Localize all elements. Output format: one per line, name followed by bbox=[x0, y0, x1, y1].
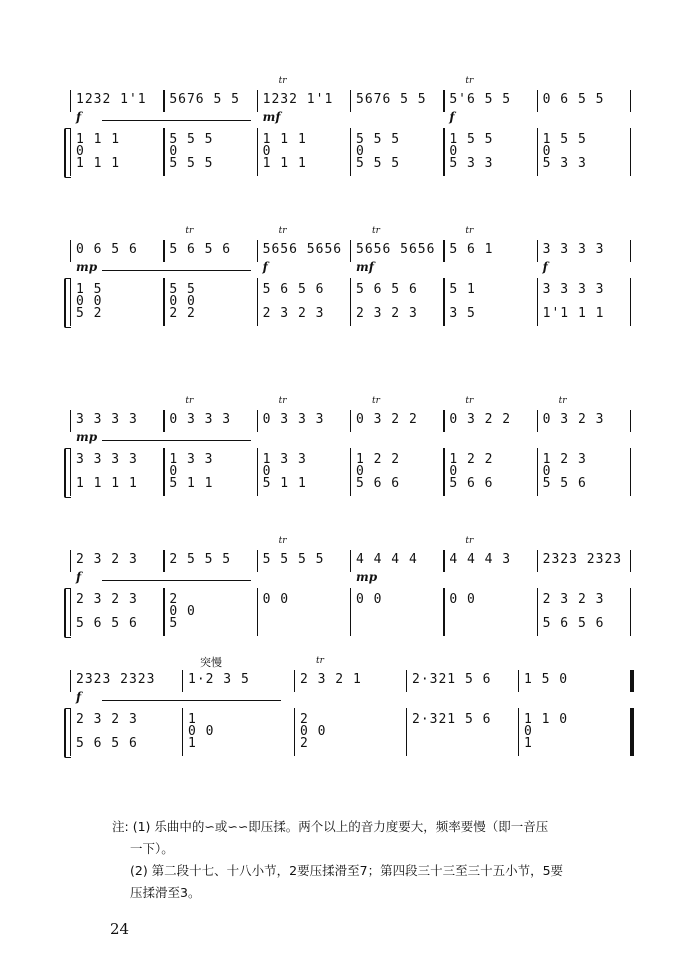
measure-lower-mid: 0 bbox=[356, 144, 365, 159]
measure-lower-top: 1 1 1 bbox=[76, 132, 121, 147]
trill-icon: tr bbox=[278, 536, 287, 546]
measure-upper: 0 3 2 2 bbox=[449, 412, 512, 427]
barline bbox=[182, 670, 183, 692]
barline bbox=[630, 588, 631, 636]
measure-lower-mid: 0 bbox=[542, 464, 552, 479]
barline bbox=[518, 670, 519, 692]
barline bbox=[443, 240, 444, 262]
barline bbox=[350, 410, 351, 432]
barline bbox=[350, 278, 351, 326]
measure-lower-top: 2 bbox=[169, 592, 179, 607]
barline bbox=[163, 128, 164, 176]
footnote-label: 注: bbox=[112, 819, 129, 834]
barline bbox=[70, 128, 71, 176]
barline bbox=[70, 90, 71, 112]
measure-upper: 5 6 5 6 bbox=[169, 242, 232, 257]
measure-upper: 0 3 3 3 bbox=[169, 412, 232, 427]
barline bbox=[537, 90, 538, 112]
measure-lower-bot: 5 3 3 bbox=[542, 156, 587, 171]
measure-upper: 5676 5 5 bbox=[169, 92, 240, 107]
dynamic-marking: mp bbox=[356, 570, 378, 584]
measure-upper: 5 6 1 bbox=[449, 242, 494, 257]
measure-upper: 2323 2323 bbox=[542, 552, 623, 567]
measure-lower-top: 1 bbox=[188, 712, 197, 727]
barline bbox=[163, 448, 164, 496]
measure-lower-top: 3 3 3 3 bbox=[76, 452, 138, 467]
score-system-3 bbox=[62, 396, 642, 500]
barline bbox=[537, 240, 538, 262]
measure-lower-mid: 0 bbox=[169, 144, 179, 159]
measure-lower-top: 3 3 3 3 bbox=[542, 282, 605, 297]
measure-lower-top: 5 5 5 bbox=[169, 132, 214, 147]
barline bbox=[443, 90, 444, 112]
measure-upper: 5656 5656 bbox=[262, 242, 343, 257]
barline bbox=[163, 410, 164, 432]
barline bbox=[163, 240, 164, 262]
barline bbox=[443, 410, 444, 432]
crescendo-hairpin bbox=[102, 700, 281, 701]
barline bbox=[350, 588, 351, 636]
barline bbox=[537, 550, 538, 572]
measure-lower-bot: 2 2 bbox=[169, 306, 196, 321]
barline bbox=[70, 240, 71, 262]
measure-upper: 3 3 3 3 bbox=[542, 242, 605, 257]
barline bbox=[257, 588, 258, 636]
measure-lower-top: 2 3 2 3 bbox=[76, 712, 138, 727]
measure-lower-mid: 0 bbox=[169, 464, 179, 479]
measure-lower-bot: 2 3 2 3 bbox=[356, 306, 418, 321]
barline bbox=[294, 708, 295, 756]
dynamic-marking: f bbox=[449, 110, 455, 124]
measure-lower-bot: 1 bbox=[188, 736, 197, 751]
dynamic-marking: f bbox=[542, 260, 548, 274]
barline bbox=[70, 278, 71, 326]
measure-lower-bot: 1 1 1 1 bbox=[76, 476, 138, 491]
trill-icon: tr bbox=[316, 656, 324, 666]
measure-lower-bot: 2 bbox=[300, 736, 309, 751]
footnote-line-1 bbox=[112, 816, 652, 838]
barline bbox=[163, 278, 164, 326]
dynamic-marking: f bbox=[76, 690, 82, 704]
measure-lower-bot: 5 6 6 bbox=[356, 476, 401, 491]
barline bbox=[443, 278, 444, 326]
measure-upper: 4 4 4 3 bbox=[449, 552, 512, 567]
barline bbox=[443, 550, 444, 572]
barline bbox=[257, 128, 258, 176]
barline bbox=[406, 708, 407, 756]
trill-icon: tr bbox=[465, 536, 474, 546]
measure-lower-bot: 5 5 5 bbox=[356, 156, 401, 171]
measure-lower-bot: 1 1 1 bbox=[76, 156, 121, 171]
measure-lower-top: 1 3 3 bbox=[169, 452, 214, 467]
measure-lower-mid: 0 0 bbox=[188, 724, 215, 739]
measure-lower-mid: 0 bbox=[524, 724, 533, 739]
barline bbox=[163, 90, 164, 112]
measure-lower-top: 1 1 1 bbox=[262, 132, 307, 147]
trill-icon: tr bbox=[372, 396, 380, 406]
measure-lower-bot: 5 bbox=[169, 616, 179, 631]
measure-lower-bot: 5 5 6 bbox=[542, 476, 587, 491]
barline bbox=[70, 410, 71, 432]
measure-lower-bot: 5 6 5 6 bbox=[542, 616, 605, 631]
barline bbox=[443, 128, 444, 176]
barline bbox=[350, 90, 351, 112]
measure-lower-top: 2 3 2 3 bbox=[542, 592, 605, 607]
trill-icon: tr bbox=[372, 226, 380, 236]
measure-lower-top: 5 1 bbox=[449, 282, 476, 297]
barline bbox=[70, 670, 71, 692]
trill-icon: tr bbox=[185, 226, 194, 236]
measure-lower-bot: 5 6 6 bbox=[449, 476, 494, 491]
barline bbox=[294, 670, 295, 692]
score-system-4 bbox=[62, 536, 642, 640]
dynamic-marking: mp bbox=[76, 430, 98, 444]
measure-lower-bot: 5 2 bbox=[76, 306, 103, 321]
measure-upper: 5'6 5 5 bbox=[449, 92, 512, 107]
measure-lower-top: 2 bbox=[300, 712, 309, 727]
measure-upper: 0 3 2 3 bbox=[542, 412, 605, 427]
barline bbox=[350, 448, 351, 496]
dynamic-marking: f bbox=[76, 110, 82, 124]
measure-lower-mid: 0 0 bbox=[169, 294, 196, 309]
measure-lower-top: 1 3 3 bbox=[262, 452, 307, 467]
barline bbox=[537, 448, 538, 496]
measure-upper: 1 5 0 bbox=[524, 672, 569, 687]
barline bbox=[630, 278, 631, 326]
barline bbox=[630, 708, 634, 756]
measure-lower-bot: 5 1 1 bbox=[262, 476, 307, 491]
measure-upper: 1232 1'1 bbox=[262, 92, 334, 107]
barline bbox=[257, 550, 258, 572]
barline bbox=[630, 90, 631, 112]
measure-lower-bot: 5 1 1 bbox=[169, 476, 214, 491]
dynamic-marking: mf bbox=[356, 260, 374, 274]
barline bbox=[257, 448, 258, 496]
barline bbox=[350, 550, 351, 572]
measure-upper: 4 4 4 4 bbox=[356, 552, 418, 567]
footnote-line-3: (2) 第二段十七、十八小节，2要压揉滑至7；第四段三十三至三十五小节，5要 bbox=[130, 863, 564, 878]
barline bbox=[537, 128, 538, 176]
measure-upper: 1·2 3 5 bbox=[188, 672, 250, 687]
barline bbox=[406, 670, 407, 692]
measure-lower-bot: 1 1 1 bbox=[262, 156, 307, 171]
barline bbox=[443, 588, 444, 636]
score-system-1 bbox=[62, 76, 642, 180]
measure-lower-top: 5 6 5 6 bbox=[262, 282, 325, 297]
barline bbox=[630, 240, 631, 262]
crescendo-hairpin bbox=[102, 580, 251, 581]
barline bbox=[70, 550, 71, 572]
footnote-line-4: 压揉滑至3。 bbox=[130, 885, 201, 900]
measure-upper: 2 3 2 1 bbox=[300, 672, 362, 687]
measure-lower-mid: 0 bbox=[449, 144, 459, 159]
measure-lower-mid: 0 bbox=[262, 144, 272, 159]
barline bbox=[630, 550, 631, 572]
measure-lower-top: 1 5 bbox=[76, 282, 103, 297]
dynamic-marking: mp bbox=[76, 260, 98, 274]
footnotes bbox=[112, 816, 652, 904]
measure-upper: 0 6 5 6 bbox=[76, 242, 138, 257]
measure-lower-top: 1 5 5 bbox=[449, 132, 494, 147]
trill-icon: tr bbox=[278, 226, 287, 236]
footnote-text-1: (1) 乐曲中的∽或∽∽即压揉。两个以上的音力度要大，频率要慢（即一音压 bbox=[132, 819, 549, 834]
measure-upper: 0 3 2 2 bbox=[356, 412, 418, 427]
barline bbox=[70, 448, 71, 496]
measure-lower-bot: 1 bbox=[524, 736, 533, 751]
footnote-line-2: 一下）。 bbox=[130, 841, 174, 856]
measure-lower-bot: 1'1 1 1 bbox=[542, 306, 605, 321]
barline bbox=[537, 410, 538, 432]
measure-lower-top: 1 2 2 bbox=[356, 452, 401, 467]
measure-lower-mid: 0 bbox=[449, 464, 459, 479]
measure-lower-mid: 0 0 bbox=[76, 294, 103, 309]
trill-icon: tr bbox=[465, 396, 474, 406]
barline bbox=[537, 278, 538, 326]
barline bbox=[163, 550, 164, 572]
crescendo-hairpin bbox=[102, 270, 251, 271]
barline bbox=[257, 410, 258, 432]
measure-lower-mid: 0 bbox=[262, 464, 272, 479]
measure-upper: 2323 2323 bbox=[76, 672, 156, 687]
measure-lower-top: 5 5 5 bbox=[356, 132, 401, 147]
measure-lower-top: 5 6 5 6 bbox=[356, 282, 418, 297]
score-system-5 bbox=[62, 656, 642, 760]
score-system-2 bbox=[62, 226, 642, 330]
dynamic-marking: f bbox=[262, 260, 268, 274]
barline bbox=[630, 410, 631, 432]
measure-lower-top: 0 0 bbox=[449, 592, 476, 607]
trill-icon: tr bbox=[278, 396, 287, 406]
barline bbox=[257, 240, 258, 262]
measure-upper: 5656 5656 bbox=[356, 242, 436, 257]
measure-lower-top: 1 5 5 bbox=[542, 132, 587, 147]
measure-lower-top: 0 0 bbox=[356, 592, 383, 607]
barline bbox=[443, 448, 444, 496]
trill-icon: tr bbox=[465, 226, 474, 236]
measure-lower-bot: 5 6 5 6 bbox=[76, 736, 138, 751]
barline bbox=[70, 588, 71, 636]
measure-lower-mid: 0 bbox=[76, 144, 85, 159]
page-number: 24 bbox=[110, 920, 130, 938]
measure-upper: 0 3 3 3 bbox=[262, 412, 325, 427]
barline bbox=[257, 90, 258, 112]
measure-lower-top: 1 2 3 bbox=[542, 452, 587, 467]
measure-lower-mid: 0 bbox=[356, 464, 365, 479]
barline bbox=[630, 448, 631, 496]
measure-lower-bot: 2 3 2 3 bbox=[262, 306, 325, 321]
measure-upper: 1232 1'1 bbox=[76, 92, 147, 107]
barline bbox=[537, 588, 538, 636]
measure-upper: 5676 5 5 bbox=[356, 92, 427, 107]
dynamic-marking: mf bbox=[262, 110, 281, 124]
barline bbox=[70, 708, 71, 756]
measure-lower-top: 2 3 2 3 bbox=[76, 592, 138, 607]
trill-icon: tr bbox=[465, 76, 474, 86]
crescendo-hairpin bbox=[102, 120, 251, 121]
barline bbox=[350, 128, 351, 176]
measure-lower-top: 1 1 0 bbox=[524, 712, 569, 727]
measure-lower-top: 2·321 5 6 bbox=[412, 712, 492, 727]
dynamic-marking: f bbox=[76, 570, 82, 584]
barline bbox=[163, 588, 164, 636]
barline bbox=[630, 128, 631, 176]
measure-upper: 3 3 3 3 bbox=[76, 412, 138, 427]
trill-icon: tr bbox=[278, 76, 287, 86]
barline bbox=[257, 278, 258, 326]
barline bbox=[518, 708, 519, 756]
barline bbox=[630, 670, 634, 692]
measure-lower-bot: 3 5 bbox=[449, 306, 476, 321]
measure-lower-top: 1 2 2 bbox=[449, 452, 494, 467]
measure-lower-mid: 0 bbox=[542, 144, 552, 159]
measure-upper: 5 5 5 5 bbox=[262, 552, 325, 567]
measure-lower-bot: 5 3 3 bbox=[449, 156, 494, 171]
measure-upper: 2 3 2 3 bbox=[76, 552, 138, 567]
measure-upper: 2·321 5 6 bbox=[412, 672, 492, 687]
measure-lower-bot: 5 6 5 6 bbox=[76, 616, 138, 631]
measure-lower-bot: 5 5 5 bbox=[169, 156, 214, 171]
crescendo-hairpin bbox=[102, 440, 251, 441]
measure-upper: 2 5 5 5 bbox=[169, 552, 232, 567]
measure-lower-mid: 0 0 bbox=[300, 724, 327, 739]
tempo-marking: 突慢 bbox=[200, 656, 222, 669]
measure-lower-top: 0 0 bbox=[262, 592, 290, 607]
barline bbox=[182, 708, 183, 756]
measure-upper: 0 6 5 5 bbox=[542, 92, 605, 107]
trill-icon: tr bbox=[558, 396, 567, 406]
measure-lower-mid: 0 0 bbox=[169, 604, 196, 619]
barline bbox=[350, 240, 351, 262]
trill-icon: tr bbox=[185, 396, 194, 406]
measure-lower-top: 5 5 bbox=[169, 282, 196, 297]
